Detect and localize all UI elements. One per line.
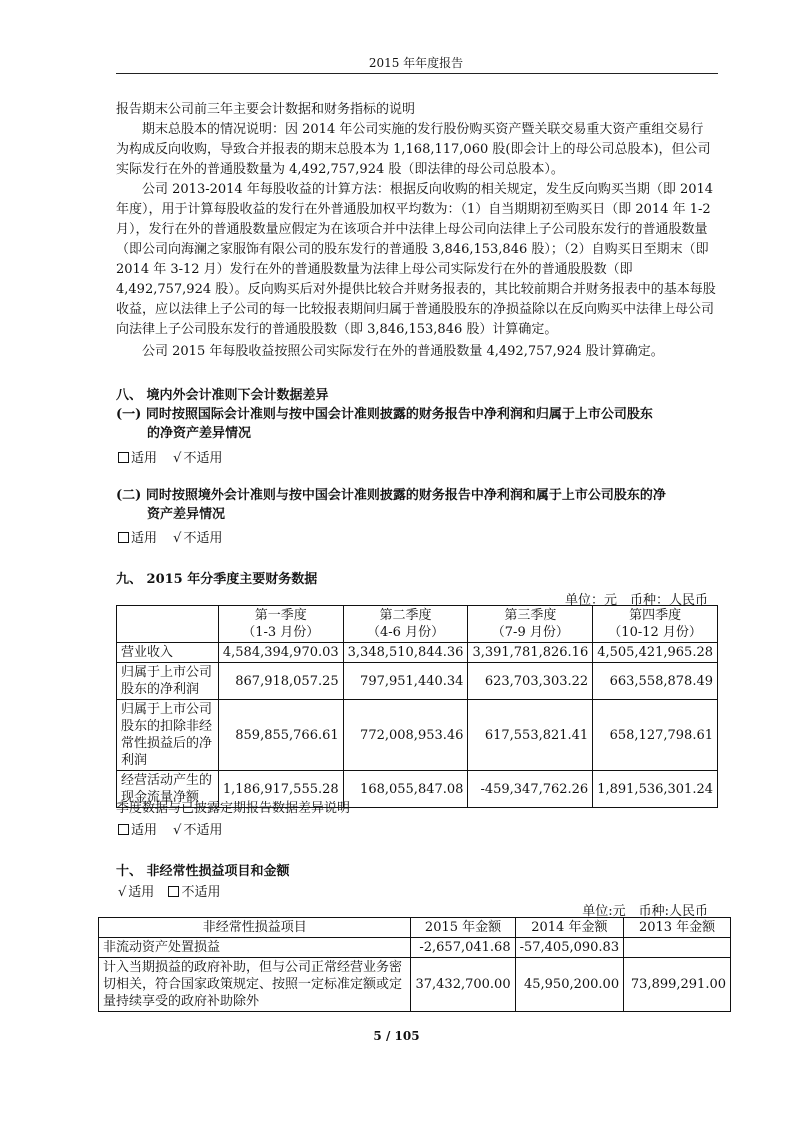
table-cell: 73,899,291.00 xyxy=(624,958,731,1012)
applicable-label: 适用 xyxy=(128,885,155,900)
table-cell: 663,558,878.49 xyxy=(593,663,718,700)
table-cell: 45,950,200.00 xyxy=(515,958,624,1012)
page-header: 2015 年年度报告 xyxy=(368,56,464,70)
column-header-q3: 第三季度 （7-9 月份） xyxy=(468,606,593,643)
page-number: 5 / 105 xyxy=(373,1029,420,1043)
column-header-q2: 第二季度 （4-6 月份） xyxy=(343,606,468,643)
non-recurring-items-table xyxy=(98,917,731,1012)
table-header-row xyxy=(117,606,718,643)
section8-sub1-heading xyxy=(116,405,716,443)
table-cell: 772,008,953.46 xyxy=(343,700,468,771)
table-cell: -2,657,041.68 xyxy=(411,938,515,958)
table-row xyxy=(117,700,718,771)
section10-options xyxy=(118,881,220,900)
row-label: 归属于上市公司股东的扣除非经常性损益后的净利润 xyxy=(117,700,219,771)
section9-heading: 九、 2015 年分季度主要财务数据 xyxy=(116,572,318,587)
table-cell: 4,584,394,970.03 xyxy=(218,643,343,663)
table-row xyxy=(99,938,731,958)
table-cell: -459,347,762.26 xyxy=(468,771,593,808)
unchecked-box-icon xyxy=(118,824,129,835)
section9-options xyxy=(118,819,222,838)
table-cell: -57,405,090.83 xyxy=(515,938,624,958)
section8-sub1-line1: 同时按照国际会计准则与按中国会计准则披露的财务报告中净利润和归属于上市公司股东 xyxy=(145,407,653,422)
unchecked-box-icon xyxy=(168,886,179,897)
table-row xyxy=(117,663,718,700)
row-label: 营业收入 xyxy=(117,643,219,663)
table-cell: 1,891,536,301.24 xyxy=(593,771,718,808)
table-cell: 3,348,510,844.36 xyxy=(343,643,468,663)
table-row xyxy=(99,958,731,1012)
applicable-label: 适用 xyxy=(131,451,158,466)
section8-sub2-options xyxy=(118,527,222,546)
checkmark-icon: √ xyxy=(173,531,182,546)
table-cell: 797,951,440.34 xyxy=(343,663,468,700)
table-cell: 1,186,917,555.28 xyxy=(218,771,343,808)
header-rule xyxy=(116,73,718,74)
section7-paragraph-3: 公司 2015 年每股收益按照公司实际发行在外的普通股数量 4,492,757,924 股计算确定。 xyxy=(142,344,664,359)
table-cell: 867,918,057.25 xyxy=(218,663,343,700)
checkmark-icon: √ xyxy=(173,451,182,466)
table-header-row xyxy=(99,918,731,938)
table-cell: 859,855,766.61 xyxy=(218,700,343,771)
not-applicable-label: 不适用 xyxy=(183,451,223,466)
table-cell: 37,432,700.00 xyxy=(411,958,515,1012)
unchecked-box-icon xyxy=(118,452,129,463)
row-label: 归属于上市公司股东的净利润 xyxy=(117,663,219,700)
not-applicable-label: 不适用 xyxy=(183,531,223,546)
section8-sub2-heading xyxy=(116,486,716,524)
section9-unit: 单位：元 币种：人民币 xyxy=(564,593,708,608)
applicable-label: 适用 xyxy=(131,531,158,546)
column-header-item: 非经常性损益项目 xyxy=(99,918,411,938)
not-applicable-label: 不适用 xyxy=(181,885,221,900)
section8-sub2-line2: 资产差异情况 xyxy=(147,507,226,522)
section10-unit: 单位:元 币种:人民币 xyxy=(582,904,708,919)
quarterly-financial-table xyxy=(116,605,718,808)
table-corner-cell xyxy=(117,606,219,643)
table-cell: 3,391,781,826.16 xyxy=(468,643,593,663)
unchecked-box-icon xyxy=(118,532,129,543)
section8-heading: 八、 境内外会计准则下会计数据差异 xyxy=(116,388,329,403)
section7-paragraph-1: 期末总股本的情况说明：因 2014 年公司实施的发行股份购买资产暨关联交易重大资产重组交易行为构成反向收购，导致合并报表的期末总股本为 1,168,117,060 股(即会计上的母公司总股本)，但公司实际发行在外的普通股数量为 4,492,757,924 股（即法律的母公司总股本）。 xyxy=(116,122,711,177)
table-row xyxy=(117,643,718,663)
column-header-2013: 2013 年金额 xyxy=(624,918,731,938)
column-header-q1: 第一季度 （1-3 月份） xyxy=(218,606,343,643)
table-cell: 4,505,421,965.28 xyxy=(593,643,718,663)
section7-paragraph-2: 公司 2013-2014 年每股收益的计算方法：根据反向收购的相关规定，发生反向购买当期（即 2014 年度），用于计算每股收益的发行在外普通股加权平均数为：（1）自当期期初至购买日（即 2014 年 1-2 月），发行在外的普通股数量应假定为在该项合并中法律上母公司向法律上子公司股东发行的普通股数量（即公司向海澜之家服饰有限公司的股东发行的普通股 3,846,153,846 股）；（2）自购买日至期末（即 2014 年 3-12 月）发行在外的普通股数量为法律上母公司实际发行在外的普通股股数（即 4,492,757,924 股）。反向购买后对外提供比较合并财务报表的，其比较前期合并财务报表中的基本每股收益，应以法律上子公司的每一比较报表期间归属于普通股股东的净损益除以在反向购买中法律上母公司向法律上子公司股东发行的普通股股数（即 3,846,153,846 股）计算确定。 xyxy=(116,182,716,337)
section8-sub2-line1: 同时按照境外会计准则与按中国会计准则披露的财务报告中净利润和属于上市公司股东的净 xyxy=(145,488,666,503)
row-label: 经营活动产生的现金流量净额 xyxy=(117,771,219,808)
section8-sub1-label: (一) xyxy=(116,407,142,422)
table-cell: 168,055,847.08 xyxy=(343,771,468,808)
section9-note: 季度数据与已披露定期报告数据差异说明 xyxy=(116,801,351,816)
column-header-q4: 第四季度 （10-12 月份） xyxy=(593,606,718,643)
table-cell: 623,703,303.22 xyxy=(468,663,593,700)
column-header-2015: 2015 年金额 xyxy=(411,918,515,938)
section8-sub1-options xyxy=(118,447,222,466)
table-cell: 658,127,798.61 xyxy=(593,700,718,771)
row-label: 计入当期损益的政府补助，但与公司正常经营业务密切相关，符合国家政策规定、按照一定标准定额或定量持续享受的政府补助除外 xyxy=(99,958,411,1012)
checkmark-icon: √ xyxy=(118,885,127,900)
table-cell xyxy=(624,938,731,958)
section8-sub1-line2: 的净资产差异情况 xyxy=(147,426,252,441)
checkmark-icon: √ xyxy=(173,823,182,838)
not-applicable-label: 不适用 xyxy=(183,823,223,838)
column-header-2014: 2014 年金额 xyxy=(515,918,624,938)
applicable-label: 适用 xyxy=(131,823,158,838)
section8-sub2-label: (二) xyxy=(116,488,142,503)
section7-heading: 报告期末公司前三年主要会计数据和财务指标的说明 xyxy=(116,102,416,117)
section10-heading: 十、 非经常性损益项目和金额 xyxy=(116,864,290,879)
row-label: 非流动资产处置损益 xyxy=(99,938,411,958)
table-cell: 617,553,821.41 xyxy=(468,700,593,771)
